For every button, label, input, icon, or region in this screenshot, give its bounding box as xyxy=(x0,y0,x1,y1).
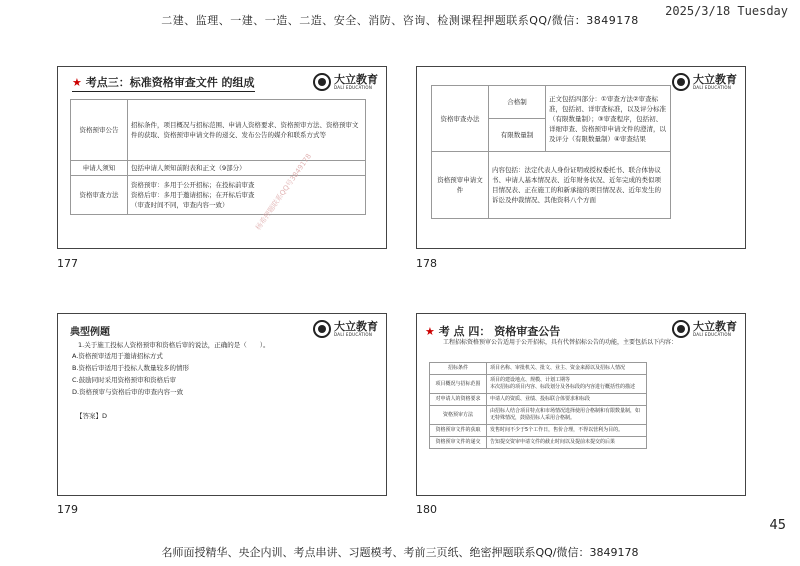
slide-177 xyxy=(57,66,387,249)
date-stamp: 2025/3/18 Tuesday xyxy=(665,4,788,18)
dali-logo: 大立教育 DALI EDUCATION xyxy=(672,320,737,338)
question-text: 1.关于施工投标人资格预审和资格后审的说法，正确的是（ ）。 xyxy=(78,341,270,349)
slide-179 xyxy=(57,313,387,496)
table-row: 项目概况与招标范围 项目的建设地点、规模、计划工期等 本次招标的项目内容、标段划分及各标段的内容进行概括性的描述 xyxy=(430,375,647,394)
table-row: 对申请人的资格要求 申请人的资质、业绩、投标联合体要求和标段 xyxy=(430,394,647,406)
s177-table xyxy=(70,99,366,215)
dali-logo-icon xyxy=(672,73,690,91)
table-row: 申请人须知 包括申请人须知前附表和正文（9部分） xyxy=(71,161,366,176)
s180-table xyxy=(429,362,647,449)
dali-logo-icon xyxy=(313,73,331,91)
dali-logo: 大立教育 DALI EDUCATION xyxy=(313,73,378,91)
slide-title: 典型例题 xyxy=(70,327,110,338)
slide-178 xyxy=(416,66,746,249)
table-row: 招标条件 项目名称、审批机关、批文、业主、资金来源以及招标人情况 xyxy=(430,363,647,375)
star-icon: ★ xyxy=(72,76,82,89)
footer-banner: 名师面授精华、央企内训、考点串讲、习题模考、考前三页纸、绝密押题联系QQ/微信：3849178 xyxy=(161,546,639,559)
option-b: B.资格后审适用于投标人数量较多的情形 xyxy=(72,364,190,372)
slide-number: 178 xyxy=(416,257,437,270)
answer: 【答案】D xyxy=(76,412,108,420)
option-c: C.鼓励同时采用资格预审和资格后审 xyxy=(72,376,177,384)
star-icon: ★ xyxy=(425,325,435,338)
page-number: 45 xyxy=(769,518,786,533)
dali-logo-icon xyxy=(672,320,690,338)
dali-logo: 大立教育 DALI EDUCATION xyxy=(313,320,378,338)
dali-logo-icon xyxy=(313,320,331,338)
s178-table xyxy=(431,85,671,219)
option-a: A.资格预审适用于邀请招标方式 xyxy=(72,352,163,360)
header-banner: 二建、监理、一建、一造、二造、安全、消防、咨询、检测课程押题联系QQ/微信：3849178 xyxy=(161,14,639,27)
table-row: 有限数量制 xyxy=(432,119,671,152)
table-row: 资格审查方法 资格预审：多用于公开招标；在投标前审查 资格后审：多用于邀请招标；在开标后审查 （审查时间不同，审查内容一致） xyxy=(71,176,366,215)
table-row: 资格预审公告 招标条件，项目概况与招标范围、申请人资格要求、资格预审方法、资格预审文件的获取、资格预审申请文件的递交、发布公告的媒介和联系方式等 xyxy=(71,100,366,161)
dali-logo: 大立教育 DALI EDUCATION xyxy=(672,73,737,91)
table-row: 资格预审文件的获取 发售时间不少于5个工作日，售价合理，不得以营利为目的。 xyxy=(430,425,647,437)
table-row: 资格预审申请文件 内容包括：法定代表人身份证明或授权委托书、联合体协议书、申请人基本情况表、近年财务状况、近年完成的类似项目情况表、正在施工的和新承接的项目情况表、近年发生的诉讼及仲裁情况、其他资料八个方面 xyxy=(432,152,671,219)
watermark: 杨希押题联系QQ号3849178 xyxy=(254,152,314,232)
table-row: 资格预审文件的递交 告知提交资审申请文件的截止时间以及提前未提交的后果 xyxy=(430,437,647,449)
slide-number: 180 xyxy=(416,503,437,516)
slide-number: 179 xyxy=(57,503,78,516)
intro-text: 工程招标资格预审公告适用于公开招标，具有代替招标公告的功能，主要包括以下内容： xyxy=(443,339,678,346)
table-row: 资格预审方法 由招标人结合项目特点和市场情况选择使用合格制和有限数量制，如无特殊情况，鼓励招标人采用合格制。 xyxy=(430,406,647,425)
slide-180 xyxy=(416,313,746,496)
table-row: 资格审查办法 合格制 正文包括四部分：①审查方法②审查标准，包括初、详审查标准，以及评分标准（有限数量制）；③审查程序，包括初、详细审查、资格预审申请文件的澄清，以及评分（有限数量制）④审查结果 xyxy=(432,86,671,119)
slide-title: ★ 考点三：标准资格审查文件 的组成 xyxy=(72,74,255,92)
slide-number: 177 xyxy=(57,257,78,270)
slide-title: ★ 考 点 四： 资格审查公告 xyxy=(425,325,561,338)
option-d: D.资格预审与资格后审的审查内容一致 xyxy=(72,388,184,396)
